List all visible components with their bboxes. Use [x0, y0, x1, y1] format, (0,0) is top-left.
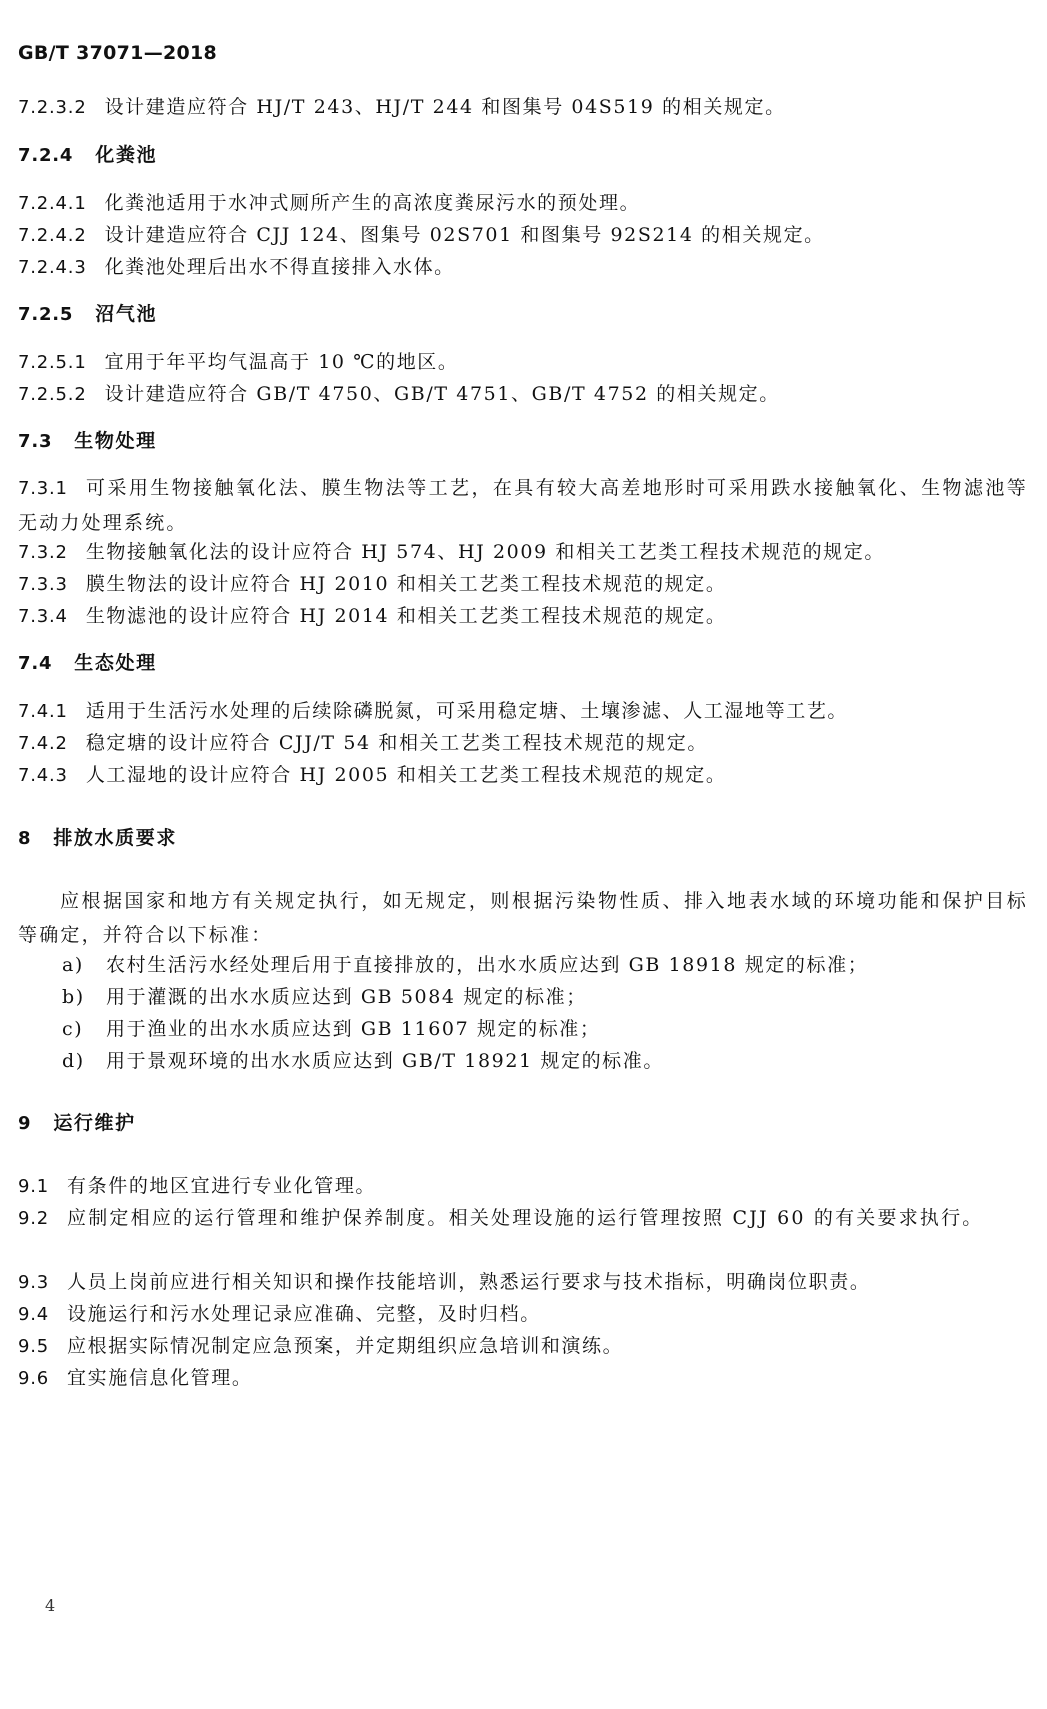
- clause-9-3: [18, 1265, 870, 1300]
- clause-7-3-4: [18, 599, 726, 634]
- clause-text: 设施运行和污水处理记录应准确、完整，及时归档。: [67, 1303, 541, 1325]
- clause-number: 7.3.3: [18, 574, 68, 595]
- clause-text: 膜生物法的设计应符合 HJ 2010 和相关工艺类工程技术规范的规定。: [85, 573, 727, 595]
- page-number: 4: [45, 1596, 56, 1615]
- list-item-label: c): [62, 1018, 84, 1040]
- heading-9: [18, 1106, 136, 1141]
- clause-number: 9.4: [18, 1304, 50, 1325]
- clause-text: 人工湿地的设计应符合 HJ 2005 和相关工艺类工程技术规范的规定。: [85, 764, 727, 786]
- clause-text: 应制定相应的运行管理和维护保养制度。相关处理设施的运行管理按照 CJJ 60 的有关要求执行。: [67, 1207, 984, 1229]
- heading-title: 化粪池: [95, 144, 158, 166]
- clause-number: 7.3.4: [18, 606, 68, 627]
- clause-number: 7.2.4.3: [18, 257, 87, 278]
- clause-7-3-1: [18, 471, 1028, 540]
- clause-number: 7.2.4.1: [18, 193, 87, 214]
- clause-text: 应根据实际情况制定应急预案，并定期组织应急培训和演练。: [67, 1335, 624, 1357]
- clause-text: 生物滤池的设计应符合 HJ 2014 和相关工艺类工程技术规范的规定。: [85, 605, 727, 627]
- clause-number: 9.5: [18, 1336, 50, 1357]
- clause-number: 7.4.3: [18, 765, 68, 786]
- heading-8: [18, 821, 177, 856]
- clause-text: 化粪池适用于水冲式厕所产生的高浓度粪尿污水的预处理。: [104, 192, 641, 214]
- clause-number: 9.2: [18, 1208, 50, 1229]
- clause-text: 适用于生活污水处理的后续除磷脱氮，可采用稳定塘、土壤渗滤、人工湿地等工艺。: [85, 700, 849, 722]
- heading-7-2-5: [18, 297, 157, 332]
- clause-number: 7.2.3.2: [18, 97, 87, 118]
- clause-number: 7.4.2: [18, 733, 68, 754]
- list-item-text: 用于灌溉的出水水质应达到 GB 5084 规定的标准；: [106, 986, 587, 1008]
- clause-text: 宜用于年平均气温高于 10 ℃的地区。: [104, 351, 459, 373]
- clause-7-3-3: [18, 567, 726, 602]
- heading-number: 7.2.4: [18, 145, 74, 166]
- clause-number: 9.3: [18, 1272, 50, 1293]
- heading-7-4: [18, 646, 157, 681]
- clause-number: 7.2.5.1: [18, 352, 87, 373]
- clause-number: 9.1: [18, 1176, 50, 1197]
- heading-title: 排放水质要求: [53, 827, 177, 849]
- clause-text: 生物接触氧化法的设计应符合 HJ 574、HJ 2009 和相关工艺类工程技术规范的规定。: [85, 541, 885, 563]
- clause-9-1: [18, 1169, 376, 1204]
- clause-text: 化粪池处理后出水不得直接排入水体。: [104, 256, 455, 278]
- clause-text: 有条件的地区宜进行专业化管理。: [67, 1175, 377, 1197]
- clause-7-2-4-1: [18, 186, 640, 221]
- heading-7-2-4: [18, 138, 157, 173]
- clause-number: 7.4.1: [18, 701, 68, 722]
- clause-7-3-2: [18, 535, 885, 570]
- clause-9-2: [18, 1201, 1028, 1236]
- list-item: [62, 948, 868, 982]
- list-item-text: 农村生活污水经处理后用于直接排放的，出水水质应达到 GB 18918 规定的标准；: [106, 954, 869, 976]
- clause-text: 设计建造应符合 GB/T 4750、GB/T 4751、GB/T 4752 的相关规定。: [104, 383, 780, 405]
- clause-9-4: [18, 1297, 541, 1332]
- list-item-label: d): [62, 1050, 85, 1072]
- clause-7-4-3: [18, 758, 726, 793]
- clause-9-5: [18, 1329, 623, 1364]
- clause-7-4-1: [18, 694, 848, 729]
- heading-number: 9: [18, 1113, 32, 1134]
- list-item: [62, 1012, 601, 1046]
- clause-text: 可采用生物接触氧化法、膜生物法等工艺，在具有较大高差地形时可采用跌水接触氧化、生物滤池等无动力处理系统。: [18, 477, 1028, 534]
- clause-text: 稳定塘的设计应符合 CJJ/T 54 和相关工艺类工程技术规范的规定。: [85, 732, 708, 754]
- clause-number: 7.2.5.2: [18, 384, 87, 405]
- list-item: [62, 980, 587, 1014]
- list-item-text: 用于景观环境的出水水质应达到 GB/T 18921 规定的标准。: [106, 1050, 664, 1072]
- heading-7-3: [18, 424, 157, 459]
- list-item-label: b): [62, 986, 85, 1008]
- list-item-text: 用于渔业的出水水质应达到 GB 11607 规定的标准；: [106, 1018, 601, 1040]
- heading-number: 7.4: [18, 653, 53, 674]
- clause-number: 7.3.1: [18, 478, 68, 499]
- heading-number: 7.3: [18, 431, 53, 452]
- clause-text: 宜实施信息化管理。: [67, 1367, 253, 1389]
- heading-title: 沼气池: [95, 303, 158, 325]
- clause-7-2-3-2: [18, 90, 786, 125]
- list-item: [62, 1044, 664, 1078]
- heading-title: 生物处理: [74, 430, 157, 452]
- clause-number: 9.6: [18, 1368, 50, 1389]
- heading-title: 运行维护: [53, 1112, 136, 1134]
- clause-7-2-5-2: [18, 377, 780, 412]
- standard-header: GB/T 37071—2018: [18, 42, 218, 64]
- clause-7-2-5-1: [18, 345, 459, 380]
- clause-7-2-4-2: [18, 218, 825, 253]
- clause-text: 人员上岗前应进行相关知识和操作技能培训，熟悉运行要求与技术指标，明确岗位职责。: [67, 1271, 871, 1293]
- heading-number: 7.2.5: [18, 304, 74, 325]
- clause-number: 7.2.4.2: [18, 225, 87, 246]
- clause-text: 设计建造应符合 HJ/T 243、HJ/T 244 和图集号 04S519 的相关规定。: [104, 96, 786, 118]
- clause-9-6: [18, 1361, 252, 1396]
- clause-7-2-4-3: [18, 250, 455, 285]
- clause-text: 设计建造应符合 CJJ 124、图集号 02S701 和图集号 92S214 的相关规定。: [104, 224, 825, 246]
- section-8-intro: 应根据国家和地方有关规定执行，如无规定，则根据污染物性质、排入地表水域的环境功能和保护目标等确定，并符合以下标准：: [18, 890, 1028, 946]
- clause-7-4-2: [18, 726, 708, 761]
- clause-number: 7.3.2: [18, 542, 68, 563]
- list-item-label: a): [62, 954, 84, 976]
- heading-title: 生态处理: [74, 652, 157, 674]
- heading-number: 8: [18, 828, 32, 849]
